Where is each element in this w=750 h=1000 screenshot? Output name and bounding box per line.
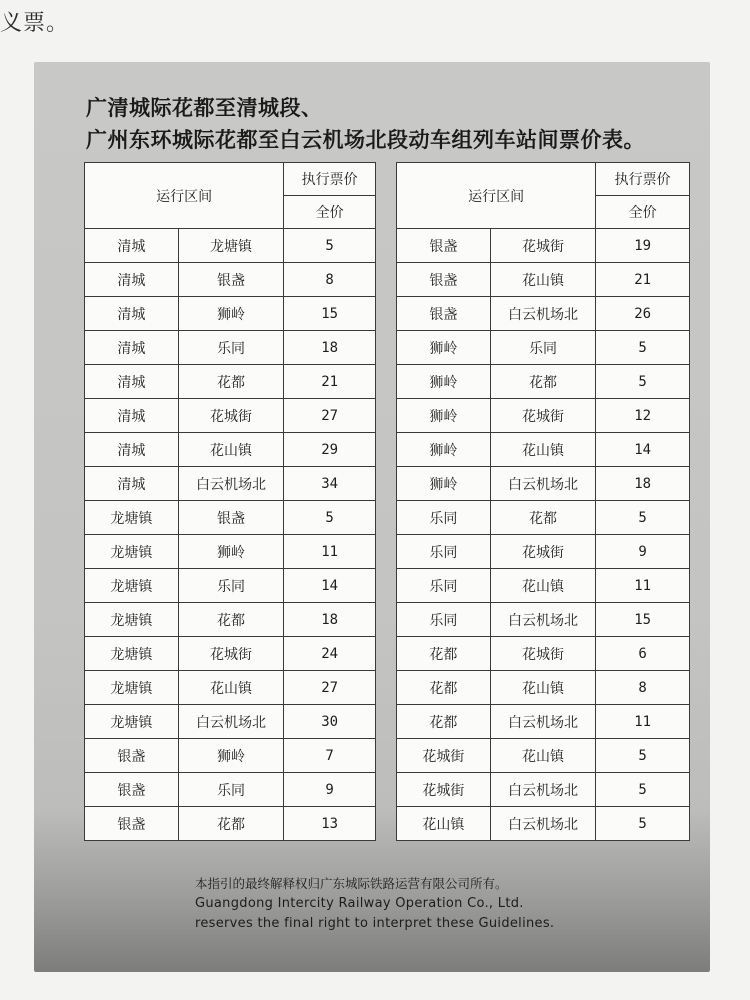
from-station-cell: 清城 (85, 263, 179, 297)
to-station-cell: 狮岭 (178, 739, 284, 773)
to-station-cell: 花都 (490, 501, 596, 535)
from-station-cell: 花城街 (397, 739, 491, 773)
page-text-fragment: 义票。 (0, 11, 70, 36)
footer-zh: 本指引的最终解释权归广东城际铁路运营有限公司所有。 (195, 876, 508, 891)
price-cell: 5 (596, 365, 690, 399)
to-station-cell: 乐同 (490, 331, 596, 365)
page-title (86, 92, 645, 156)
to-station-cell: 白云机场北 (178, 705, 284, 739)
table-row (85, 807, 376, 841)
fare-table-left (84, 162, 376, 841)
to-station-cell: 白云机场北 (490, 705, 596, 739)
table-row (397, 637, 690, 671)
price-cell: 27 (284, 671, 376, 705)
price-cell: 21 (284, 365, 376, 399)
to-station-cell: 乐同 (178, 773, 284, 807)
table-row (85, 229, 376, 263)
table-row (397, 229, 690, 263)
from-station-cell: 银盏 (397, 297, 491, 331)
price-cell: 29 (284, 433, 376, 467)
from-station-cell: 花都 (397, 637, 491, 671)
from-station-cell: 银盏 (85, 739, 179, 773)
table-row (85, 569, 376, 603)
price-cell: 19 (596, 229, 690, 263)
table-row (85, 433, 376, 467)
price-cell: 11 (596, 569, 690, 603)
price-cell: 11 (596, 705, 690, 739)
table-row (85, 399, 376, 433)
table-row (397, 773, 690, 807)
to-station-cell: 乐同 (178, 569, 284, 603)
table-row (85, 501, 376, 535)
to-station-cell: 白云机场北 (490, 603, 596, 637)
price-cell: 5 (596, 501, 690, 535)
table-row (85, 535, 376, 569)
to-station-cell: 花都 (178, 603, 284, 637)
table-row (85, 637, 376, 671)
price-cell: 26 (596, 297, 690, 331)
table-row (397, 365, 690, 399)
table-row (397, 433, 690, 467)
title-line-2: 广州东环城际花都至白云机场北段动车组列车站间票价表。 (86, 128, 645, 152)
from-station-cell: 狮岭 (397, 433, 491, 467)
price-cell: 30 (284, 705, 376, 739)
table-row (397, 535, 690, 569)
to-station-cell: 白云机场北 (178, 467, 284, 501)
table-row (85, 773, 376, 807)
from-station-cell: 花都 (397, 671, 491, 705)
price-cell: 9 (284, 773, 376, 807)
table-row (85, 739, 376, 773)
to-station-cell: 花山镇 (490, 433, 596, 467)
from-station-cell: 龙塘镇 (85, 501, 179, 535)
table-row (397, 297, 690, 331)
table-row (397, 331, 690, 365)
price-cell: 5 (284, 229, 376, 263)
to-station-cell: 花城街 (490, 399, 596, 433)
to-station-cell: 花山镇 (178, 433, 284, 467)
table-row (397, 399, 690, 433)
from-station-cell: 乐同 (397, 569, 491, 603)
to-station-cell: 花山镇 (178, 671, 284, 705)
price-cell: 24 (284, 637, 376, 671)
from-station-cell: 花山镇 (397, 807, 491, 841)
from-station-cell: 狮岭 (397, 331, 491, 365)
to-station-cell: 白云机场北 (490, 467, 596, 501)
price-cell: 15 (596, 603, 690, 637)
from-station-cell: 龙塘镇 (85, 637, 179, 671)
price-cell: 5 (284, 501, 376, 535)
table-row (397, 501, 690, 535)
from-station-cell: 银盏 (85, 773, 179, 807)
table-row (85, 263, 376, 297)
price-cell: 13 (284, 807, 376, 841)
footer-en-line-1: Guangdong Intercity Railway Operation Co., Ltd. (195, 896, 524, 911)
table-row (397, 569, 690, 603)
price-cell: 14 (596, 433, 690, 467)
price-cell: 5 (596, 331, 690, 365)
price-cell: 21 (596, 263, 690, 297)
to-station-cell: 银盏 (178, 263, 284, 297)
table-row (397, 263, 690, 297)
to-station-cell: 白云机场北 (490, 297, 596, 331)
fare-header: 执行票价 (596, 163, 690, 196)
price-cell: 8 (284, 263, 376, 297)
from-station-cell: 龙塘镇 (85, 535, 179, 569)
table-row (397, 807, 690, 841)
from-station-cell: 银盏 (85, 807, 179, 841)
from-station-cell: 清城 (85, 399, 179, 433)
table-row (397, 603, 690, 637)
price-cell: 27 (284, 399, 376, 433)
to-station-cell: 花城街 (490, 229, 596, 263)
from-station-cell: 花都 (397, 705, 491, 739)
table-row (85, 603, 376, 637)
to-station-cell: 狮岭 (178, 535, 284, 569)
from-station-cell: 龙塘镇 (85, 705, 179, 739)
price-cell: 9 (596, 535, 690, 569)
table-row (85, 297, 376, 331)
from-station-cell: 清城 (85, 365, 179, 399)
table-row (397, 739, 690, 773)
from-station-cell: 龙塘镇 (85, 569, 179, 603)
price-cell: 11 (284, 535, 376, 569)
table-row (85, 671, 376, 705)
from-station-cell: 银盏 (397, 263, 491, 297)
from-station-cell: 清城 (85, 467, 179, 501)
to-station-cell: 银盏 (178, 501, 284, 535)
from-station-cell: 龙塘镇 (85, 671, 179, 705)
from-station-cell: 清城 (85, 229, 179, 263)
from-station-cell: 清城 (85, 433, 179, 467)
to-station-cell: 花都 (178, 807, 284, 841)
to-station-cell: 白云机场北 (490, 773, 596, 807)
to-station-cell: 花山镇 (490, 671, 596, 705)
to-station-cell: 花山镇 (490, 739, 596, 773)
footer-en-line-2: reserves the final right to interpret these Guidelines. (195, 916, 555, 931)
table-row (85, 331, 376, 365)
from-station-cell: 狮岭 (397, 467, 491, 501)
section-header: 运行区间 (397, 163, 596, 229)
price-cell: 6 (596, 637, 690, 671)
table-row (85, 705, 376, 739)
to-station-cell: 花都 (490, 365, 596, 399)
from-station-cell: 花城街 (397, 773, 491, 807)
table-row (397, 705, 690, 739)
from-station-cell: 狮岭 (397, 399, 491, 433)
from-station-cell: 龙塘镇 (85, 603, 179, 637)
from-station-cell: 乐同 (397, 501, 491, 535)
price-cell: 18 (284, 603, 376, 637)
full-price-header: 全价 (596, 196, 690, 229)
from-station-cell: 清城 (85, 331, 179, 365)
to-station-cell: 花城街 (490, 637, 596, 671)
to-station-cell: 龙塘镇 (178, 229, 284, 263)
to-station-cell: 花山镇 (490, 263, 596, 297)
price-cell: 5 (596, 773, 690, 807)
price-cell: 8 (596, 671, 690, 705)
title-line-1: 广清城际花都至清城段、 (86, 96, 323, 120)
price-cell: 18 (284, 331, 376, 365)
price-cell: 18 (596, 467, 690, 501)
fare-table-right (396, 162, 690, 841)
from-station-cell: 清城 (85, 297, 179, 331)
from-station-cell: 狮岭 (397, 365, 491, 399)
price-cell: 7 (284, 739, 376, 773)
price-cell: 5 (596, 807, 690, 841)
to-station-cell: 花山镇 (490, 569, 596, 603)
from-station-cell: 乐同 (397, 535, 491, 569)
to-station-cell: 花城街 (178, 399, 284, 433)
fare-header: 执行票价 (284, 163, 376, 196)
to-station-cell: 白云机场北 (490, 807, 596, 841)
to-station-cell: 狮岭 (178, 297, 284, 331)
price-cell: 5 (596, 739, 690, 773)
price-cell: 34 (284, 467, 376, 501)
table-row (397, 467, 690, 501)
to-station-cell: 乐同 (178, 331, 284, 365)
price-cell: 15 (284, 297, 376, 331)
from-station-cell: 银盏 (397, 229, 491, 263)
to-station-cell: 花都 (178, 365, 284, 399)
to-station-cell: 花城街 (490, 535, 596, 569)
table-row (85, 365, 376, 399)
footer-disclaimer (195, 874, 554, 934)
full-price-header: 全价 (284, 196, 376, 229)
to-station-cell: 花城街 (178, 637, 284, 671)
table-row (85, 467, 376, 501)
section-header: 运行区间 (85, 163, 284, 229)
from-station-cell: 乐同 (397, 603, 491, 637)
price-cell: 12 (596, 399, 690, 433)
table-row (397, 671, 690, 705)
price-cell: 14 (284, 569, 376, 603)
